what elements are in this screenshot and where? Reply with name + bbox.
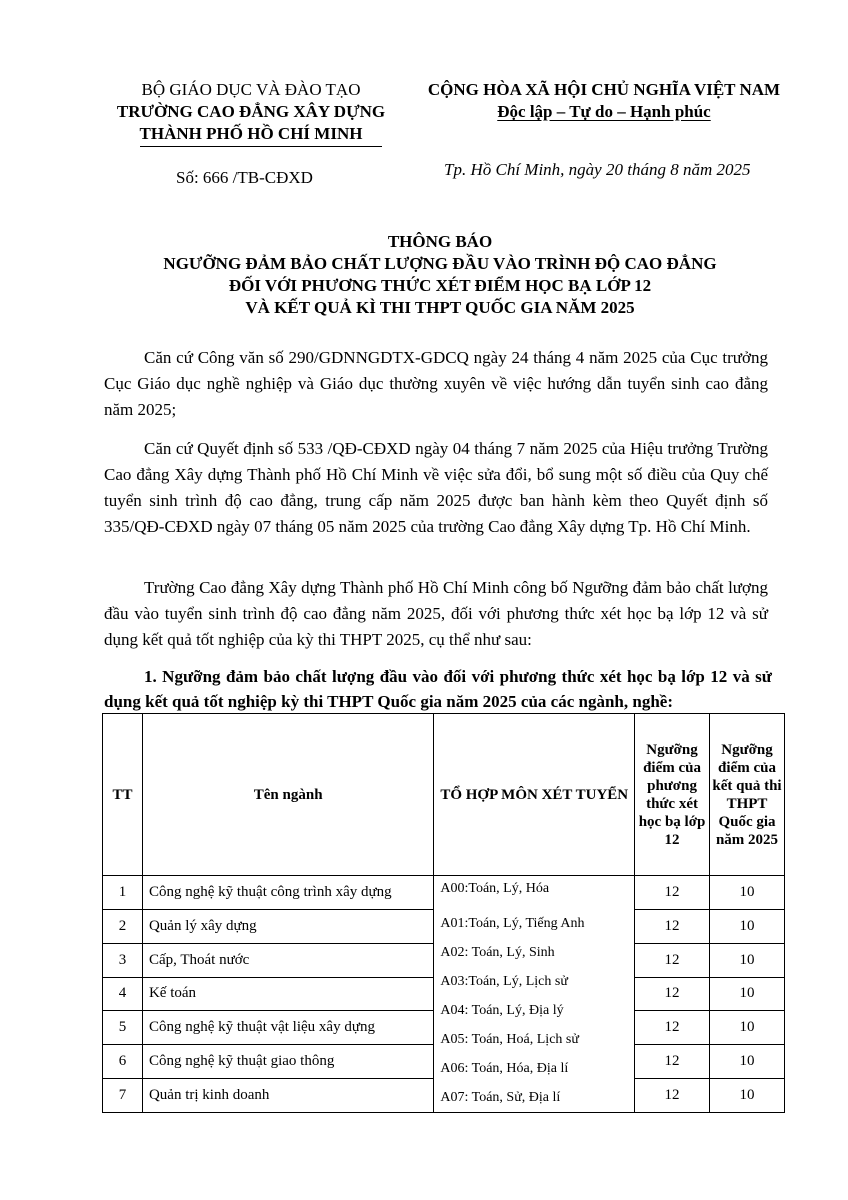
table-row [103,876,785,910]
header-transcript-threshold: Ngưỡng điểm của phương thức xét học bạ lớp 12 [635,714,710,876]
title-line-3: ĐỐI VỚI PHƯƠNG THỨC XÉT ĐIỂM HỌC BẠ LỚP 12 [228,276,652,295]
row-number: 5 [103,1011,143,1045]
header-tt: TT [103,714,143,876]
header-major-name: Tên ngành [142,714,433,876]
exam-threshold: 10 [710,1011,785,1045]
ministry-name: BỘ GIÁO DỤC VÀ ĐÀO TẠO [141,80,361,99]
nation-name: CỘNG HÒA XÃ HỘI CHỦ NGHĨA VIỆT NAM [427,80,781,99]
paragraph-legal-basis-2: Căn cứ Quyết định số 533 /QĐ-CĐXD ngày 04 tháng 7 năm 2025 của Hiệu trưởng Trường Cao đẳng Xây dựng Thành phố Hồ Chí Minh về việc sửa đổi, bổ sung một số điều của Quy chế tuyển sinh trình độ cao đẳng, trung cấp năm 2025 được ban hành kèm theo Quyết định số 335/QĐ-CĐXD ngày 07 tháng 05 năm 2025 của trường Cao đẳng Xây dựng Tp. Hồ Chí Minh. [104,439,768,536]
combo-item: A02: Toán, Lý, Sinh [440,945,555,960]
exam-threshold: 10 [710,1079,785,1113]
row-number: 4 [103,977,143,1011]
issuer-divider [140,146,382,147]
exam-threshold: 10 [710,909,785,943]
row-number: 1 [103,876,143,910]
title-line-4: VÀ KẾT QUẢ KÌ THI THPT QUỐC GIA NĂM 2025 [245,298,635,317]
major-name: Công nghệ kỹ thuật vật liệu xây dựng [142,1011,433,1045]
combo-item: A05: Toán, Hoá, Lịch sử [440,1032,579,1047]
transcript-threshold: 12 [635,909,710,943]
row-number: 7 [103,1079,143,1113]
header-subject-combination: TỔ HỢP MÔN XÉT TUYỂN [434,714,635,876]
transcript-threshold: 12 [635,977,710,1011]
transcript-threshold: 12 [635,1079,710,1113]
combo-item: A04: Toán, Lý, Địa lý [440,1003,564,1018]
transcript-threshold: 12 [635,1011,710,1045]
school-name-line2: THÀNH PHỐ HỒ CHÍ MINH [139,124,363,143]
school-name-line1: TRƯỜNG CAO ĐẲNG XÂY DỰNG [116,102,386,121]
transcript-threshold: 12 [635,1045,710,1079]
table-header-row [103,714,785,876]
exam-threshold: 10 [710,977,785,1011]
paragraph-legal-basis-1: Căn cứ Công văn số 290/GDNNGDTX-GDCQ ngày 24 tháng 4 năm 2025 của Cục trưởng Cục Giáo dục nghề nghiệp và Giáo dục thường xuyên về việc hướng dẫn tuyển sinh cao đẳng năm 2025; [104,348,768,419]
issuer-block [96,79,406,145]
combo-item: A00:Toán, Lý, Hóa [440,881,550,896]
combo-item: A03:Toán, Lý, Lịch sử [440,974,568,989]
title-line-1: THÔNG BÁO [387,232,493,251]
major-name: Quản lý xây dựng [142,909,433,943]
major-name: Công nghệ kỹ thuật giao thông [142,1045,433,1079]
transcript-threshold: 12 [635,876,710,910]
exam-threshold: 10 [710,1045,785,1079]
nation-block [408,79,800,123]
combo-item: A06: Toán, Hóa, Địa lí [440,1061,569,1076]
section-1-heading: 1. Ngưỡng đảm bảo chất lượng đầu vào đối với phương thức xét học bạ lớp 12 và sử dụng kết quả tốt nghiệp kỳ thi THPT Quốc gia năm 2025 của các ngành, nghề: [104,667,772,711]
row-number: 2 [103,909,143,943]
major-name: Quản trị kinh doanh [142,1079,433,1113]
exam-threshold: 10 [710,876,785,910]
major-name: Cấp, Thoát nước [142,943,433,977]
major-name: Kế toán [142,977,433,1011]
transcript-threshold: 12 [635,943,710,977]
document-number: Số: 666 /TB-CĐXD [176,168,313,187]
exam-threshold: 10 [710,943,785,977]
subject-combinations [434,876,635,1113]
combo-item: A01:Toán, Lý, Tiếng Anh [440,916,585,931]
title-line-2: NGƯỠNG ĐẢM BẢO CHẤT LƯỢNG ĐẦU VÀO TRÌNH ĐỘ CAO ĐẲNG [163,254,717,273]
document-title [60,231,820,319]
threshold-table [102,713,785,1113]
document-date: Tp. Hồ Chí Minh, ngày 20 tháng 8 năm 2025 [444,160,751,179]
row-number: 3 [103,943,143,977]
combo-item: A07: Toán, Sử, Địa lí [440,1090,561,1105]
row-number: 6 [103,1045,143,1079]
major-name: Công nghệ kỹ thuật công trình xây dựng [142,876,433,910]
paragraph-announcement: Trường Cao đẳng Xây dựng Thành phố Hồ Chí Minh công bố Ngưỡng đảm bảo chất lượng đầu vào tuyển sinh trình độ cao đẳng năm 2025, đối với phương thức xét học bạ lớp 12 và sử dụng kết quả tốt nghiệp của kỳ thi THPT 2025, cụ thể như sau: [104,578,768,649]
header-exam-threshold: Ngưỡng điểm của kết quả thi THPT Quốc gia năm 2025 [710,714,785,876]
national-motto: Độc lập – Tự do – Hạnh phúc [497,102,711,121]
